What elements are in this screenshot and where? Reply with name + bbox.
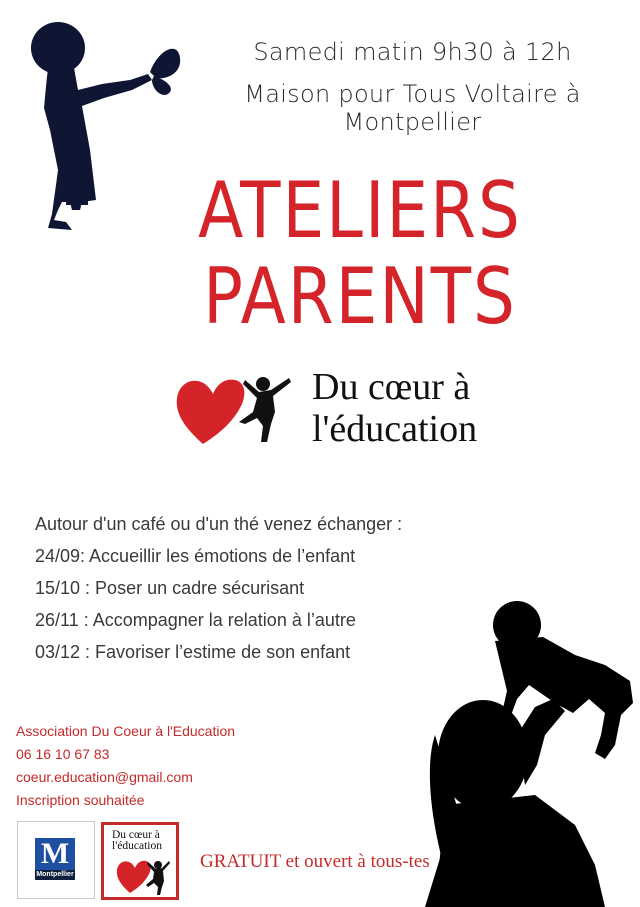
association-logo-line-2: l'éducation: [112, 840, 162, 852]
free-entry-text: GRATUIT et ouvert à tous-tes: [200, 851, 430, 872]
title-line-2: PARENTS: [203, 250, 517, 342]
topic-item: 24/09: Accueillir les émotions de l’enfant: [35, 546, 356, 566]
association-heart-icon: [116, 857, 170, 895]
topic-item: 26/11 : Accompagner la relation à l’autre: [35, 610, 356, 630]
email-address: coeur.education@gmail.com: [16, 769, 193, 785]
registration-note: Inscription souhaitée: [16, 792, 145, 808]
logo-text-line-1: Du cœur à: [312, 366, 471, 408]
topic-item: 15/10 : Poser un cadre sécurisant: [35, 578, 305, 598]
association-name: Association Du Coeur à l'Education: [16, 723, 236, 739]
heart-logo-icon: [175, 372, 305, 447]
phone-number: 06 16 10 67 83: [16, 746, 110, 762]
logo-text-line-2: l'éducation: [312, 408, 478, 450]
association-logo: [101, 822, 179, 900]
city-logo-name: Montpellier: [36, 871, 74, 878]
venue-text: Maison pour Tous Voltaire à Montpellier: [244, 80, 581, 136]
association-logo-line-1: Du cœur à: [112, 829, 160, 841]
contact-info: [16, 722, 316, 814]
city-logo-letter: M: [40, 837, 70, 870]
schedule-text: Samedi matin 9h30 à 12h: [253, 38, 572, 66]
mother-baby-silhouette: [425, 595, 640, 907]
title-line-1: ATELIERS: [198, 164, 522, 256]
montpellier-logo: [35, 838, 75, 878]
topic-item: 03/12 : Favoriser l’estime de son enfant: [35, 642, 351, 662]
topics-intro: Autour d'un café ou d'un thé venez échanger :: [35, 514, 403, 534]
